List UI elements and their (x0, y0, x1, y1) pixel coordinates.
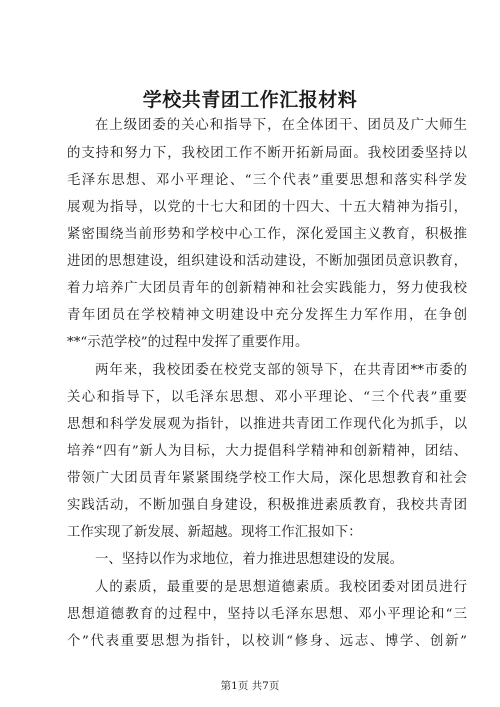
body-line: 实践活动，不断加强自身建设，积极推进素质教育，我校共青团 (67, 498, 467, 513)
body-line: 个”代表重要思想为指针，以校训“修身、远志、博学、创新” (67, 634, 467, 649)
body-line: 两年来，我校团委在校党支部的领导下，在共青团**市委的 (95, 363, 467, 378)
page-number: 第1页 共7页 (220, 680, 280, 692)
body-line: 在上级团委的关心和指导下，在全体团干、团员及广大师生 (95, 118, 467, 133)
body-line: 毛泽东思想、邓小平理论、“三个代表”重要思想和落实科学发 (67, 173, 467, 188)
body-line: 思想和科学发展观为指针，以推进共青团工作现代化为抓手，以 (67, 417, 467, 432)
body-line: 培养“四有”新人为目标，大力提倡科学精神和创新精神，团结、 (67, 444, 467, 459)
section-heading: 一、坚持以作为求地位，着力推进思想建设的发展。 (95, 552, 403, 567)
body-line: 进团的思想建设，组织建设和活动建设，不断加强团员意识教育， (67, 254, 467, 269)
body-line: 的支持和努力下，我校团工作不断开拓新局面。我校团委坚持以 (67, 146, 467, 161)
body-line: 展观为指导，以党的十七大和团的十四大、十五大精神为指引， (67, 200, 467, 215)
body-line: 关心和指导下，以毛泽东思想、邓小平理论、“三个代表”重要 (67, 390, 467, 405)
body-line: 人的素质，最重要的是思想道德素质。我校团委对团员进行 (95, 580, 467, 595)
body-line: 着力培养广大团员青年的创新精神和社会实践能力，努力使我校 (67, 281, 467, 296)
body-line: 工作实现了新发展、新超越。现将工作汇报如下： (67, 525, 362, 540)
document-title: 学校共青团工作汇报材料 (142, 89, 358, 111)
body-line: **“示范学校”的过程中发挥了重要作用。 (67, 335, 309, 350)
body-line: 青年团员在学校精神文明建设中充分发挥生力军作用，在争创 (67, 308, 467, 323)
body-line: 思想道德教育的过程中，坚持以毛泽东思想、邓小平理论和“三 (67, 607, 467, 622)
body-line: 带领广大团员青年紧紧围绕学校工作大局，深化思想教育和社会 (67, 471, 467, 486)
body-line: 紧密围绕当前形势和学校中心工作，深化爱国主义教育，积极推 (67, 227, 467, 242)
